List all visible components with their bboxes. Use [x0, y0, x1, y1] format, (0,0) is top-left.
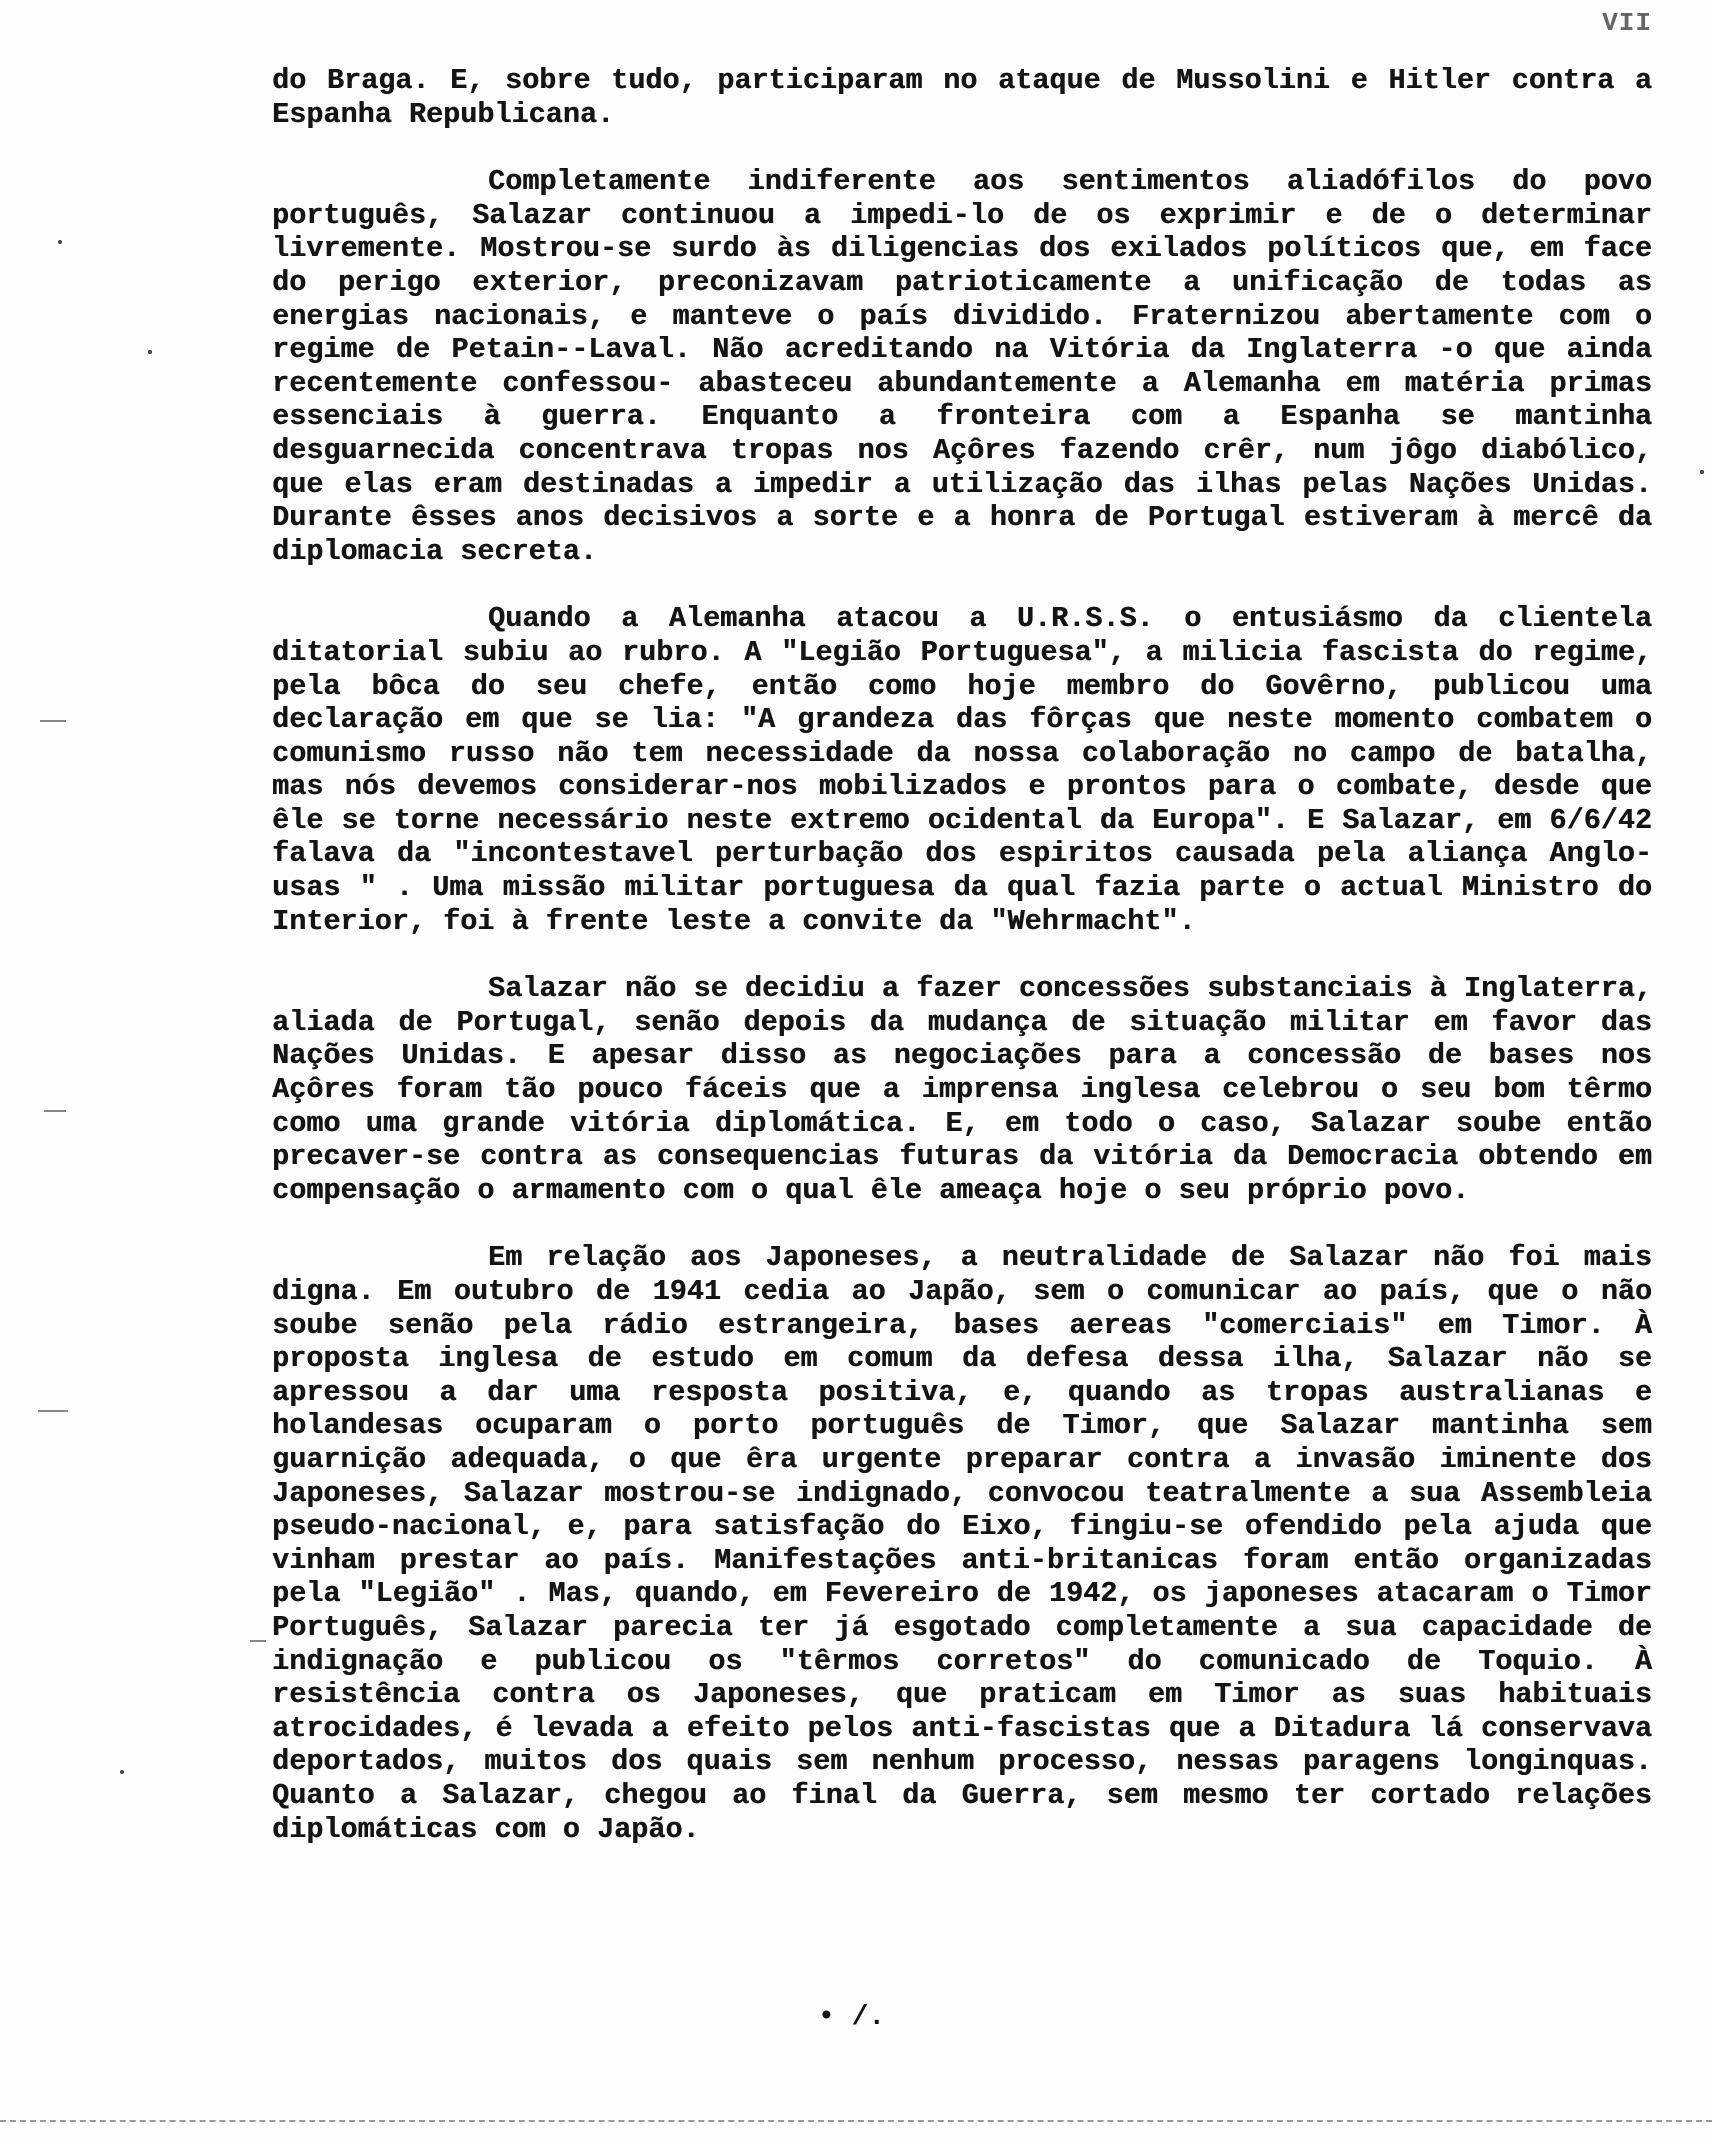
- scan-mark: [44, 1110, 66, 1112]
- paragraph-continuation: do Braga. E, sobre tudo, participaram no ataque de Mussolini e Hitler contra a Espanha Republicana.: [272, 64, 1652, 131]
- scan-speck: [58, 240, 62, 244]
- scan-mark: [40, 720, 66, 722]
- bottom-mark: • /.: [818, 2002, 886, 2033]
- scan-edge-line: [0, 2120, 1712, 2122]
- page-number: VII: [1602, 8, 1652, 38]
- scan-mark: [38, 1410, 68, 1412]
- document-body: [272, 64, 1652, 1846]
- scan-speck: [120, 1770, 124, 1774]
- paragraph-concessions-england: Salazar não se decidiu a fazer concessões substanciais à Inglaterra, aliada de Portugal, senão depois da mudança de situação militar em favor das Nações Unidas. E apesar disso as negociações para a concessão de bases nos Açôres foram tão pouco fáceis que a imprensa inglesa celebrou o seu bom têrmo como uma grande vitória diplomática. E, em todo o caso, Salazar soube então precaver-se contra as consequencias futuras da vitória da Democracia obtendo em compensação o armamento com o qual êle ameaça hoje o seu próprio povo.: [272, 972, 1652, 1207]
- paragraph-salazar-indifference: Completamente indiferente aos sentimentos aliadófilos do povo português, Salazar continuou a impedi-lo de os exprimir e de o determinar livremente. Mostrou-se surdo às diligencias dos exilados políticos que, em face do perigo exterior, preconizavam patrioticamente a unificação de todas as energias nacionais, e manteve o país dividido. Fraternizou abertamente com o regime de Petain--Laval. Não acreditando na Vitória da Inglaterra -o que ainda recentemente confessou- abasteceu abundantemente a Alemanha em matéria primas essenciais à guerra. Enquanto a fronteira com a Espanha se mantinha desguarnecida concentrava tropas nos Açôres fazendo crêr, num jôgo diabólico, que elas eram destinadas a impedir a utilização das ilhas pelas Nações Unidas. Durante êsses anos decisivos a sorte e a honra de Portugal estiveram à mercê da diplomacia secreta.: [272, 165, 1652, 568]
- scan-mark: [250, 1640, 266, 1642]
- paragraph-germany-attack-ussr: Quando a Alemanha atacou a U.R.S.S. o entusiásmo da clientela ditatorial subiu ao rubro. A "Legião Portuguesa", a milicia fascista do regime, pela bôca do seu chefe, então como hoje membro do Govêrno, publicou uma declaração em que se lia: "A grandeza das fôrças que neste momento combatem o comunismo russo não tem necessidade da nossa colaboração no campo de batalha, mas nós devemos considerar-nos mobilizados e prontos para o combate, desde que êle se torne necessário neste extremo ocidental da Europa". E Salazar, em 6/6/42 falava da "incontestavel perturbação dos espiritos causada pela aliança Anglo- usas " . Uma missão militar portuguesa da qual fazia parte o actual Ministro do Interior, foi à frente leste a convite da "Wehrmacht".: [272, 602, 1652, 938]
- paragraph-japanese-timor: Em relação aos Japoneses, a neutralidade de Salazar não foi mais digna. Em outubro de 1941 cedia ao Japão, sem o comunicar ao país, que o não soube senão pela rádio estrangeira, bases aereas "comerciais" em Timor. À proposta inglesa de estudo em comum da defesa dessa ilha, Salazar não se apressou a dar uma resposta positiva, e, quando as tropas australianas e holandesas ocuparam o porto português de Timor, que Salazar mantinha sem guarnição adequada, o que êra urgente preparar contra a invasão iminente dos Japoneses, Salazar mostrou-se indignado, convocou teatralmente a sua Assembleia pseudo-nacional, e, para satisfação do Eixo, fingiu-se ofendido pela ajuda que vinham prestar ao país. Manifestações anti-britanicas foram então organizadas pela "Legião" . Mas, quando, em Fevereiro de 1942, os japoneses atacaram o Timor Português, Salazar parecia ter já esgotado completamente a sua capacidade de indignação e publicou os "têrmos corretos" do comunicado de Toquio. À resistência contra os Japoneses, que praticam em Timor as suas habituais atrocidades, é levada a efeito pelos anti-fascistas que a Ditadura lá conservava deportados, muitos dos quais sem nenhum processo, nessas paragens longinquas. Quanto a Salazar, chegou ao final da Guerra, sem mesmo ter cortado relações diplomáticas com o Japão.: [272, 1241, 1652, 1846]
- scan-speck: [148, 350, 152, 354]
- scan-speck: [1700, 470, 1704, 474]
